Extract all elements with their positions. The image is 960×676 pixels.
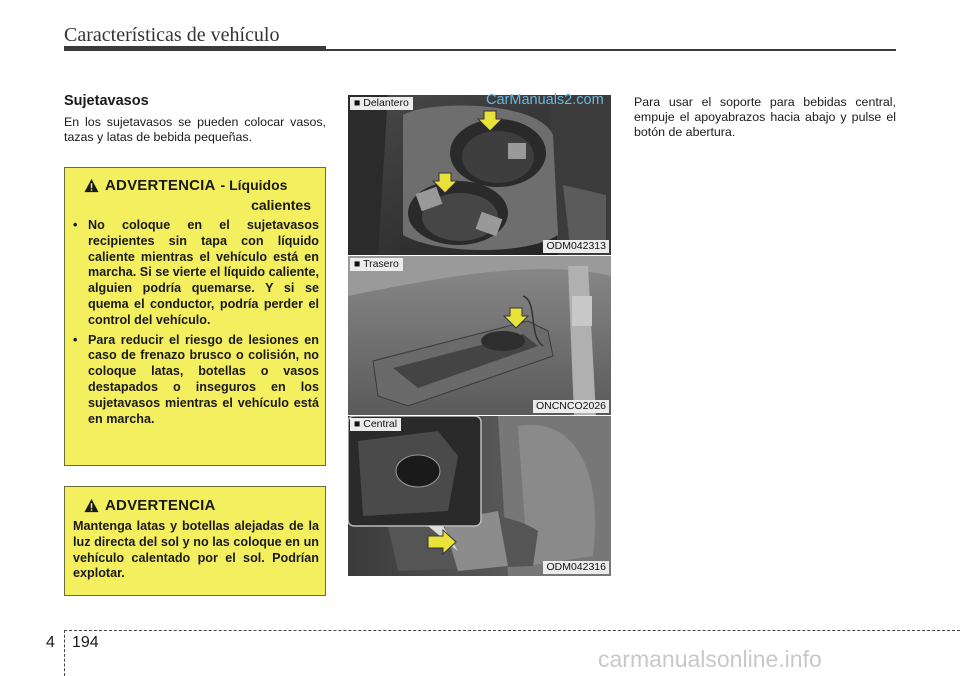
warning-bullet: • Para reducir el riesgo de lesiones en caso de frenazo brusco o colisión, no coloque latas, botellas o vasos destapados o inseguros en los sujetavasos mientras el vehículo está en marcha. <box>73 333 319 428</box>
photo-central-cupholder <box>348 416 611 576</box>
footer-rule <box>64 630 960 631</box>
photo-code: ONCNCO2026 <box>533 400 609 413</box>
photo-label: ■ Delantero <box>350 97 413 110</box>
warning-title: ADVERTENCIA <box>105 497 216 514</box>
warning-triangle-icon <box>84 498 99 513</box>
warning-header <box>84 177 287 194</box>
rear-cupholder-image <box>348 256 611 415</box>
warning-bullet: • No coloque en el sujetavasos recipientes sin tapa con líquido caliente mientras el vehículo está en marcha. Si se vierte el líquido caliente, alguien podría quemarse. Y si se quema el conductor, podría perder el control del vehículo. <box>73 218 319 329</box>
front-cupholder-image <box>348 95 611 255</box>
section-title: Sujetavasos <box>64 93 149 109</box>
header-rule-thick <box>64 46 326 51</box>
section-intro: En los sujetavasos se pueden colocar vasos, tazas y latas de bebida pequeñas. <box>64 115 326 144</box>
photo-front-cupholder <box>348 95 611 255</box>
warning-box-sunlight <box>64 486 326 596</box>
photo-code: ODM042316 <box>543 561 609 574</box>
instruction-text: Para usar el soporte para bebidas central, empuje el apoyabrazos hacia abajo y pulse el botón de abertura. <box>634 95 896 139</box>
photo-code: ODM042313 <box>543 240 609 253</box>
warning-bullet-list <box>73 218 319 431</box>
warning-header <box>84 497 216 514</box>
footer-divider <box>64 630 65 676</box>
watermark-top: CarManuals2.com <box>486 92 604 108</box>
warning-subtitle: - Líquidos <box>220 177 288 193</box>
photo-label: ■ Central <box>350 418 401 431</box>
header-rule-thin <box>326 49 896 51</box>
photo-label: ■ Trasero <box>350 258 403 271</box>
warning-body: Mantenga latas y botellas alejadas de la luz directa del sol y no las coloque en un vehículo calentado por el sol. Podrían explotar. <box>73 519 319 581</box>
photo-rear-cupholder <box>348 256 611 415</box>
warning-triangle-icon <box>84 178 99 193</box>
page-number: 194 <box>72 634 99 651</box>
warning-subtitle-2: calientes <box>251 197 311 213</box>
chapter-number: 4 <box>46 634 55 651</box>
warning-title: ADVERTENCIA <box>105 177 216 194</box>
page-header-title: Características de vehículo <box>64 24 280 46</box>
central-cupholder-image <box>348 416 611 576</box>
watermark-site: carmanualsonline.info <box>598 646 822 672</box>
warning-box-hot-liquids <box>64 167 326 466</box>
